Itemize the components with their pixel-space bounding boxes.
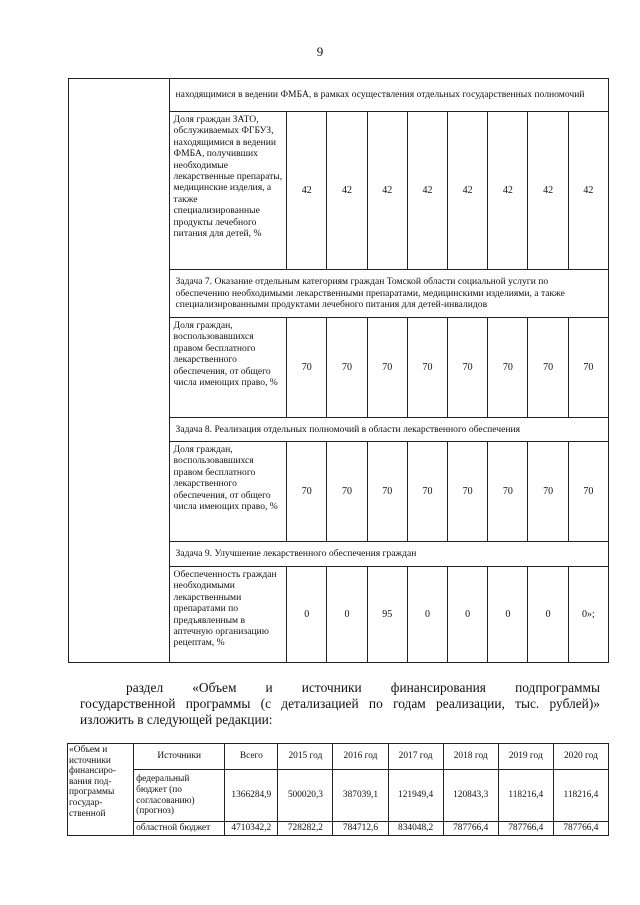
financing-side-label: «Объем и источники финансиро-вания под-программы государ-ственной <box>68 744 134 836</box>
indicator-value: 70 <box>407 442 447 542</box>
row-year-value: 787766,4 <box>498 822 553 836</box>
indicator-value: 0 <box>528 567 568 663</box>
amendment-line-rest: государственной программы (с детализацией по годам реализации, тыс. рублей)» изложить в следующей редакции: <box>80 696 600 727</box>
indicator-value: 70 <box>287 442 327 542</box>
row-year-value: 118216,4 <box>498 770 553 822</box>
page-number: 9 <box>316 44 324 59</box>
indicator-value: 42 <box>407 112 447 270</box>
indicator-value: 70 <box>488 442 528 542</box>
indicator-value: 42 <box>287 112 327 270</box>
indicator-value: 70 <box>448 318 488 418</box>
indicator-value: 42 <box>448 112 488 270</box>
header-total: Всего <box>225 744 278 770</box>
row-year-value: 121949,4 <box>388 770 443 822</box>
row-year-value: 787766,4 <box>443 822 498 836</box>
row-year-value: 118216,4 <box>553 770 608 822</box>
row-year-value: 784712,6 <box>333 822 388 836</box>
indicator-value: 0 <box>488 567 528 663</box>
row-year-value: 834048,2 <box>388 822 443 836</box>
row-year-value: 387039,1 <box>333 770 388 822</box>
header-year: 2018 год <box>443 744 498 770</box>
indicator-value: 42 <box>327 112 367 270</box>
indicator-value: 70 <box>287 318 327 418</box>
header-year: 2015 год <box>278 744 333 770</box>
source-federal: федеральный бюджет (по согласованию) (прогноз) <box>134 770 225 822</box>
header-year: 2016 год <box>333 744 388 770</box>
header-sources: Источники <box>134 744 225 770</box>
indicator-value: 70 <box>528 442 568 542</box>
indicator-value: 0 <box>407 567 447 663</box>
row-year-value: 728282,2 <box>278 822 333 836</box>
financing-table <box>67 743 609 836</box>
indicator-value: 42 <box>488 112 528 270</box>
row-year-value: 787766,4 <box>553 822 608 836</box>
indicator-value: 70 <box>367 318 407 418</box>
indicator-label: Доля граждан ЗАТО, обслуживаемых ФГБУЗ, находящимися в ведении ФМБА, получивших необходимые лекарственные препараты, медицинские изделия, а также специализированные продукты лечебного питания для детей, % <box>169 112 287 270</box>
indicator-label: Доля граждан, воспользовавшихся правом бесплатного лекарственного обеспечения, от общего числа имеющих право, % <box>169 318 287 418</box>
task-7-row: Задача 7. Оказание отдельным категориям граждан Томской области социальной услуги по обеспечению необходимыми лекарственными препаратами, медицинскими изделиями, а также специализированными продуктами лечебного питания для детей-инвалидов <box>169 270 608 318</box>
indicator-value: 70 <box>327 442 367 542</box>
header-year: 2017 год <box>388 744 443 770</box>
indicator-value: 42 <box>367 112 407 270</box>
indicator-value: 0 <box>448 567 488 663</box>
indicator-value: 95 <box>367 567 407 663</box>
indicator-value: 70 <box>568 318 608 418</box>
indicator-value: 70 <box>407 318 447 418</box>
indicator-value: 70 <box>488 318 528 418</box>
indicator-value: 70 <box>367 442 407 542</box>
indicator-value: 0 <box>327 567 367 663</box>
amendment-line-1: раздел «Объем и источники финансирования подпрограммы <box>126 680 600 695</box>
amendment-paragraph <box>80 680 600 728</box>
indicator-label: Обеспеченность граждан необходимыми лекарственными препаратами по предъявленным в аптечную организацию рецептам, % <box>169 567 287 663</box>
indicator-value: 42 <box>528 112 568 270</box>
task-fragment-row: находящимися в ведении ФМБА, в рамках осуществления отдельных государственных полномочий <box>169 79 608 112</box>
indicators-table <box>68 78 609 663</box>
row-total: 1366284,9 <box>225 770 278 822</box>
task-9-row: Задача 9. Улучшение лекарственного обеспечения граждан <box>169 542 608 567</box>
empty-left-column <box>69 79 170 663</box>
indicator-value: 42 <box>568 112 608 270</box>
row-total: 4710342,2 <box>225 822 278 836</box>
indicator-value: 70 <box>528 318 568 418</box>
indicator-value: 70 <box>448 442 488 542</box>
indicator-value: 70 <box>327 318 367 418</box>
task-8-row: Задача 8. Реализация отдельных полномочий в области лекарственного обеспечения <box>169 418 608 442</box>
indicator-label: Доля граждан, воспользовавшихся правом бесплатного лекарственного обеспечения, от общего числа имеющих право, % <box>169 442 287 542</box>
header-year: 2020 год <box>553 744 608 770</box>
row-year-value: 500020,3 <box>278 770 333 822</box>
indicator-value: 0 <box>287 567 327 663</box>
indicator-value: 70 <box>568 442 608 542</box>
row-year-value: 120843,3 <box>443 770 498 822</box>
indicator-value: 0»; <box>568 567 608 663</box>
source-regional: областной бюджет <box>134 822 225 836</box>
header-year: 2019 год <box>498 744 553 770</box>
